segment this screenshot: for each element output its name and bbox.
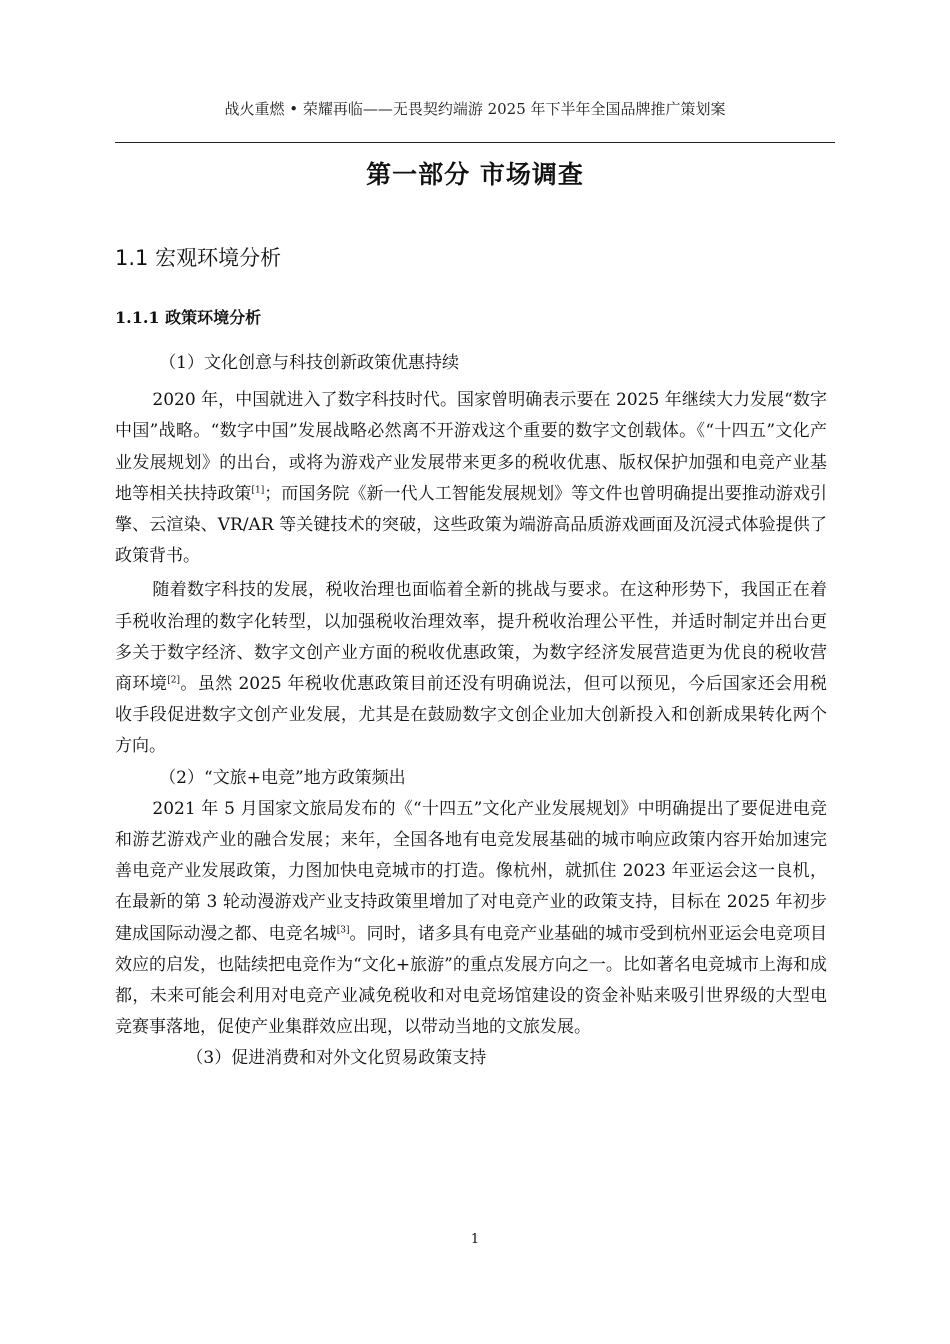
citation-1: [1] [251, 485, 265, 496]
subsection-heading: 1.1.1 政策环境分析 [115, 308, 262, 327]
citation-3: [3] [336, 925, 350, 935]
paragraph-1-text: 2020 年，中国就进入了数字科技时代。国家曾明确表示要在 2025 年继续大力发展“数字中国”战略。“数字中国”发展战略必然离不开游戏这个重要的数字文创载体。《“十四五”文化产业发展规划》的出台，或将为游戏产业发展带来更多的税收优惠、版权保护加强和电竞产业基地等相关扶持政策 [115, 390, 827, 504]
paragraph-2-text-cont: 。虽然 2025 年税收优惠政策目前还没有明确说法，但可以预见，今后国家还会用税收手段促进数字文创产业发展，尤其是在鼓励数字文创企业加大创新投入和创新成果转化两个方向。 [115, 674, 827, 757]
paragraph-3 [115, 794, 827, 1044]
part-title: 第一部分 市场调查 [366, 160, 584, 189]
list-heading-1: （1）文化创意与科技创新政策优惠持续 [159, 353, 460, 373]
page-number: 1 [470, 1232, 480, 1247]
citation-2: [2] [167, 675, 180, 686]
paragraph-2-text: 随着数字科技的发展，税收治理也面临着全新的挑战与要求。在这种形势下，我国正在着手税收治理的数字化转型，以加强税收治理效率，提升税收治理公平性，并适时制定并出台更多关于数字经济、数字文创产业方面的税收优惠政策，为数字经济发展营造更为优良的税收营商环境 [115, 580, 827, 695]
paragraph-3-text: 2021 年 5 月国家文旅局发布的《“十四五”文化产业发展规划》中明确提出了要促进电竞和游艺游戏产业的融合发展；来年，全国各地有电竞发展基础的城市响应政策内容开始加速完善电竞产业发展政策，力图加快电竞城市的打造。像杭州，就抓住 2023 年亚运会这一良机，在最新的第 3 轮动漫游戏产业支持政策里增加了对电竞产业的政策支持，目标在 2025 年初步建成国际动漫之都、电竞名城 [115, 798, 827, 944]
running-header: 战火重燃 • 荣耀再临——无畏契约端游 2025 年下半年全国品牌推广策划案 [224, 100, 726, 118]
paragraph-1-text-cont: ；而国务院《新一代人工智能发展规划》等文件也曾明确提出要推动游戏引擎、云渲染、VR/AR 等关键技术的突破，这些政策为端游高品质游戏画面及沉浸式体验提供了政策背书。 [115, 483, 828, 567]
section-heading: 1.1 宏观环境分析 [115, 246, 282, 270]
paragraph-1 [115, 385, 827, 572]
list-heading-3: （3）促进消费和对外文化贸易政策支持 [186, 1048, 487, 1069]
paragraph-2 [115, 575, 827, 762]
header-divider [115, 142, 835, 143]
list-heading-2: （2）“文旅+电竞”地方政策频出 [159, 767, 406, 788]
document-body [115, 348, 827, 1075]
paragraph-3-text-cont: 。同时，诸多具有电竞产业基础的城市受到杭州亚运会电竞项目效应的启发，也陆续把电竞作为“文化+旅游”的重点发展方向之一。比如著名电竞城市上海和成都，未来可能会利用对电竞产业减免税收和对电竞场馆建设的资金补贴来吸引世界级的大型电竞赛事落地，促使产业集群效应出现，以带动当地的文旅发展。 [115, 923, 828, 1038]
